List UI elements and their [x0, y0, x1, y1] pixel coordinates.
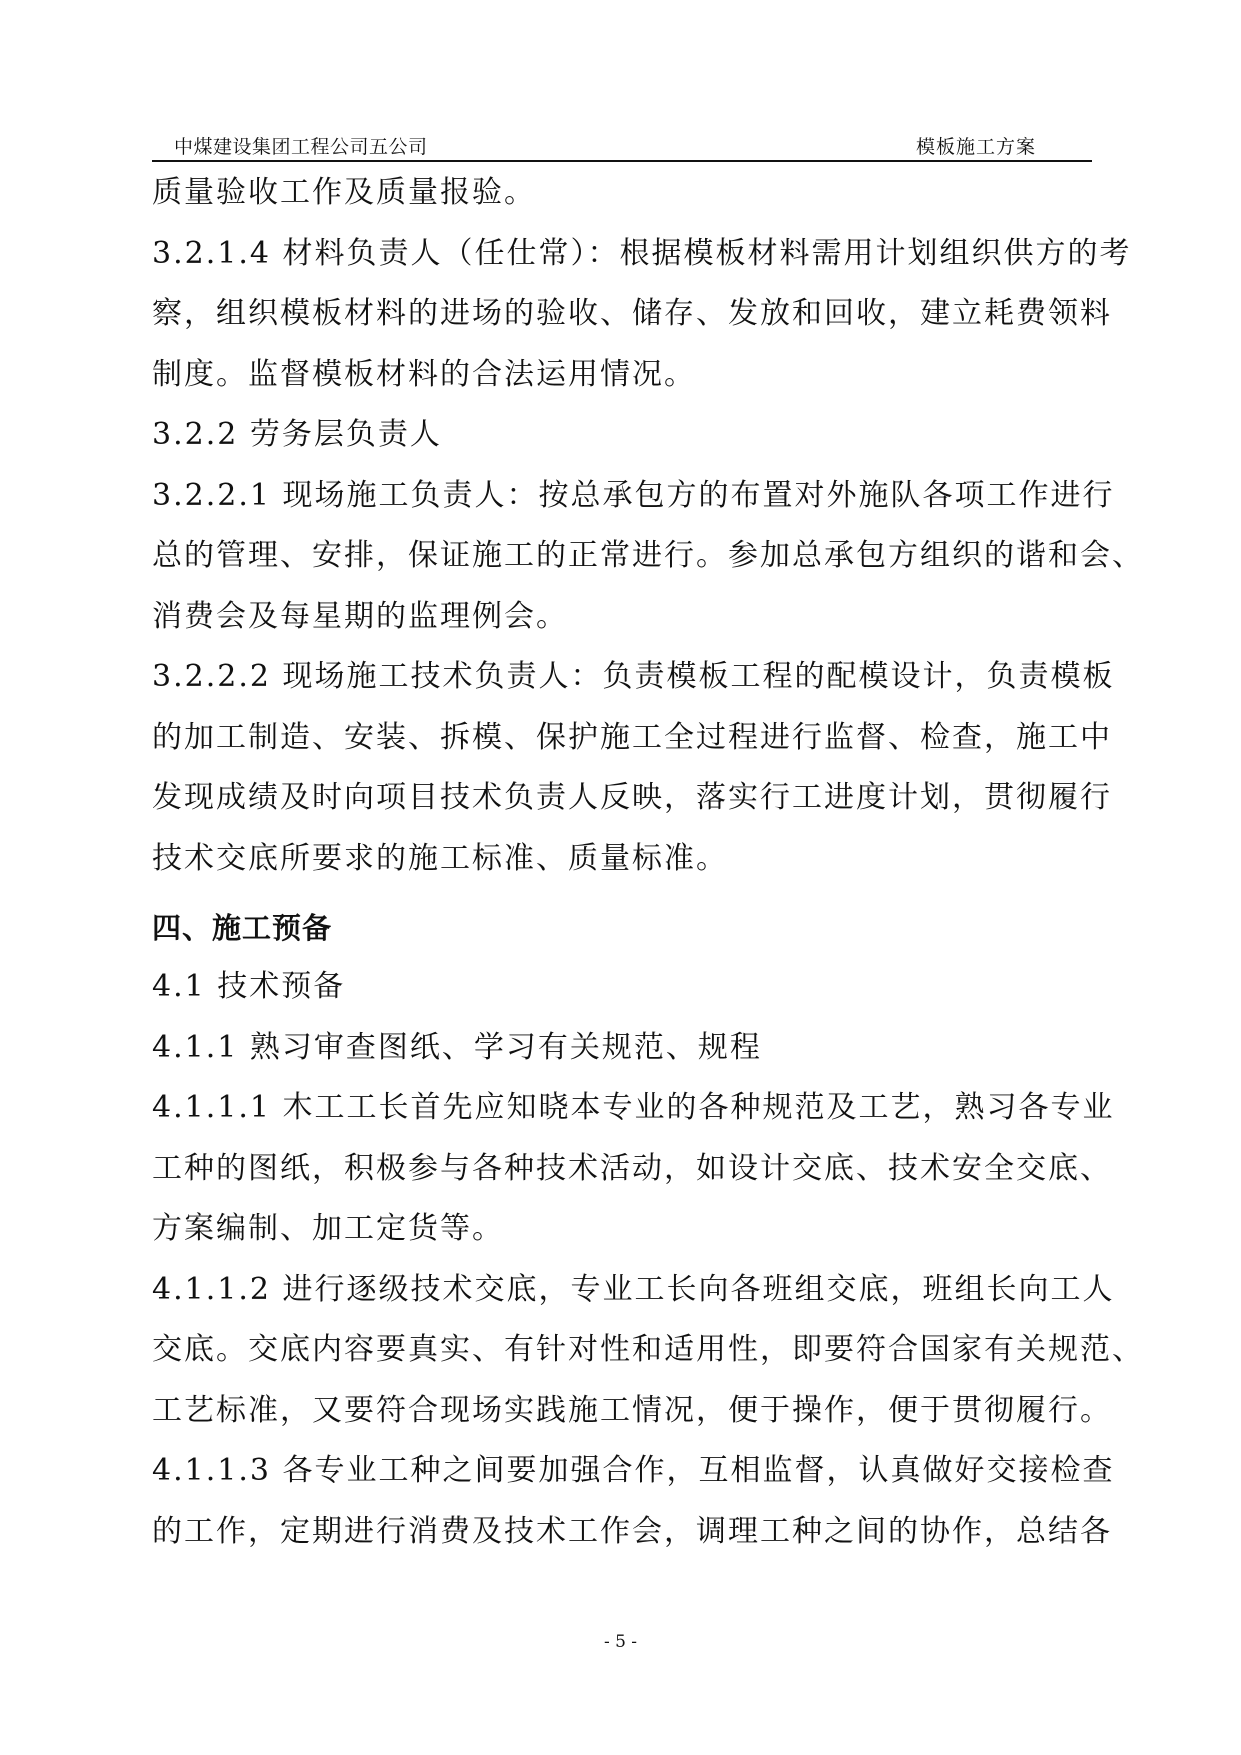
text-line: 4.1.1.2 进行逐级技术交底，专业工长向各班组交底，班组长向工人: [152, 1271, 1115, 1307]
text-line: 3.2.2 劳务层负责人: [152, 417, 442, 452]
text-line: 总的管理、安排，保证施工的正常进行。参加总承包方组织的谐和会、: [152, 538, 1144, 573]
document-body: [152, 163, 1144, 1562]
text-line: 4.1.1.1 木工工长首先应知晓本专业的各种规范及工艺，熟习各专业: [152, 1090, 1115, 1125]
paragraph: [152, 1018, 1097, 1079]
text-line: 4.1.1 熟习审查图纸、学习有关规范、规程: [152, 1029, 762, 1065]
text-line: 工种的图纸，积极参与各种技术活动，如设计交底、技术安全交底、: [152, 1150, 1112, 1186]
text-line: 交底。交底内容要真实、有针对性和适用性，即要符合国家有关规范、: [152, 1332, 1144, 1367]
paragraph: [152, 163, 1097, 224]
paragraph: [152, 1078, 1115, 1260]
text-line: 方案编制、加工定货等。: [152, 1211, 504, 1246]
header-doc-title: 模板施工方案: [915, 136, 1036, 158]
text-line: 技术交底所要求的施工标准、质量标准。: [152, 840, 728, 876]
text-line: 4.1 技术预备: [152, 969, 346, 1004]
text-line: 的加工制造、安装、拆模、保护施工全过程进行监督、检查，施工中: [152, 719, 1112, 755]
text-line: 发现成绩及时向项目技术负责人反映，落实行工进度计划，贯彻履行: [152, 780, 1112, 815]
text-line: 4.1.1.3 各专业工种之间要加强合作，互相监督，认真做好交接检查: [152, 1453, 1115, 1488]
paragraph: [152, 1260, 1144, 1442]
text-line: 制度。监督模板材料的合法运用情况。: [152, 356, 696, 392]
text-line: 的工作，定期进行消费及技术工作会，调理工种之间的协作，总结各: [152, 1513, 1112, 1549]
paragraph: [152, 1441, 1115, 1562]
paragraph: [152, 957, 1097, 1018]
text-line: 3.2.2.2 现场施工技术负责人：负责模板工程的配模设计，负责模板: [152, 659, 1115, 694]
page-number: - 5 -: [603, 1632, 638, 1652]
paragraph: [152, 405, 1097, 466]
text-line: 3.2.1.4 材料负责人（任仕常）：根据模板材料需用计划组织供方的考: [152, 235, 1132, 271]
paragraph: [152, 647, 1115, 889]
text-line: 消费会及每星期的监理例会。: [152, 598, 568, 634]
paragraph: [152, 224, 1132, 406]
page-header: [152, 126, 1092, 162]
text-line: 察，组织模板材料的进场的验收、储存、发放和回收，建立耗费领料: [152, 296, 1112, 331]
text-line: 质量验收工作及质量报验。: [152, 175, 536, 210]
text-line: 工艺标准，又要符合现场实践施工情况，便于操作，便于贯彻履行。: [152, 1392, 1112, 1428]
text-line: 3.2.2.1 现场施工负责人：按总承包方的布置对外施队各项工作进行: [152, 477, 1115, 513]
section-heading: 四、施工预备: [152, 911, 333, 945]
header-company: 中煤建设集团工程公司五公司: [174, 136, 428, 158]
paragraph: [152, 466, 1144, 648]
